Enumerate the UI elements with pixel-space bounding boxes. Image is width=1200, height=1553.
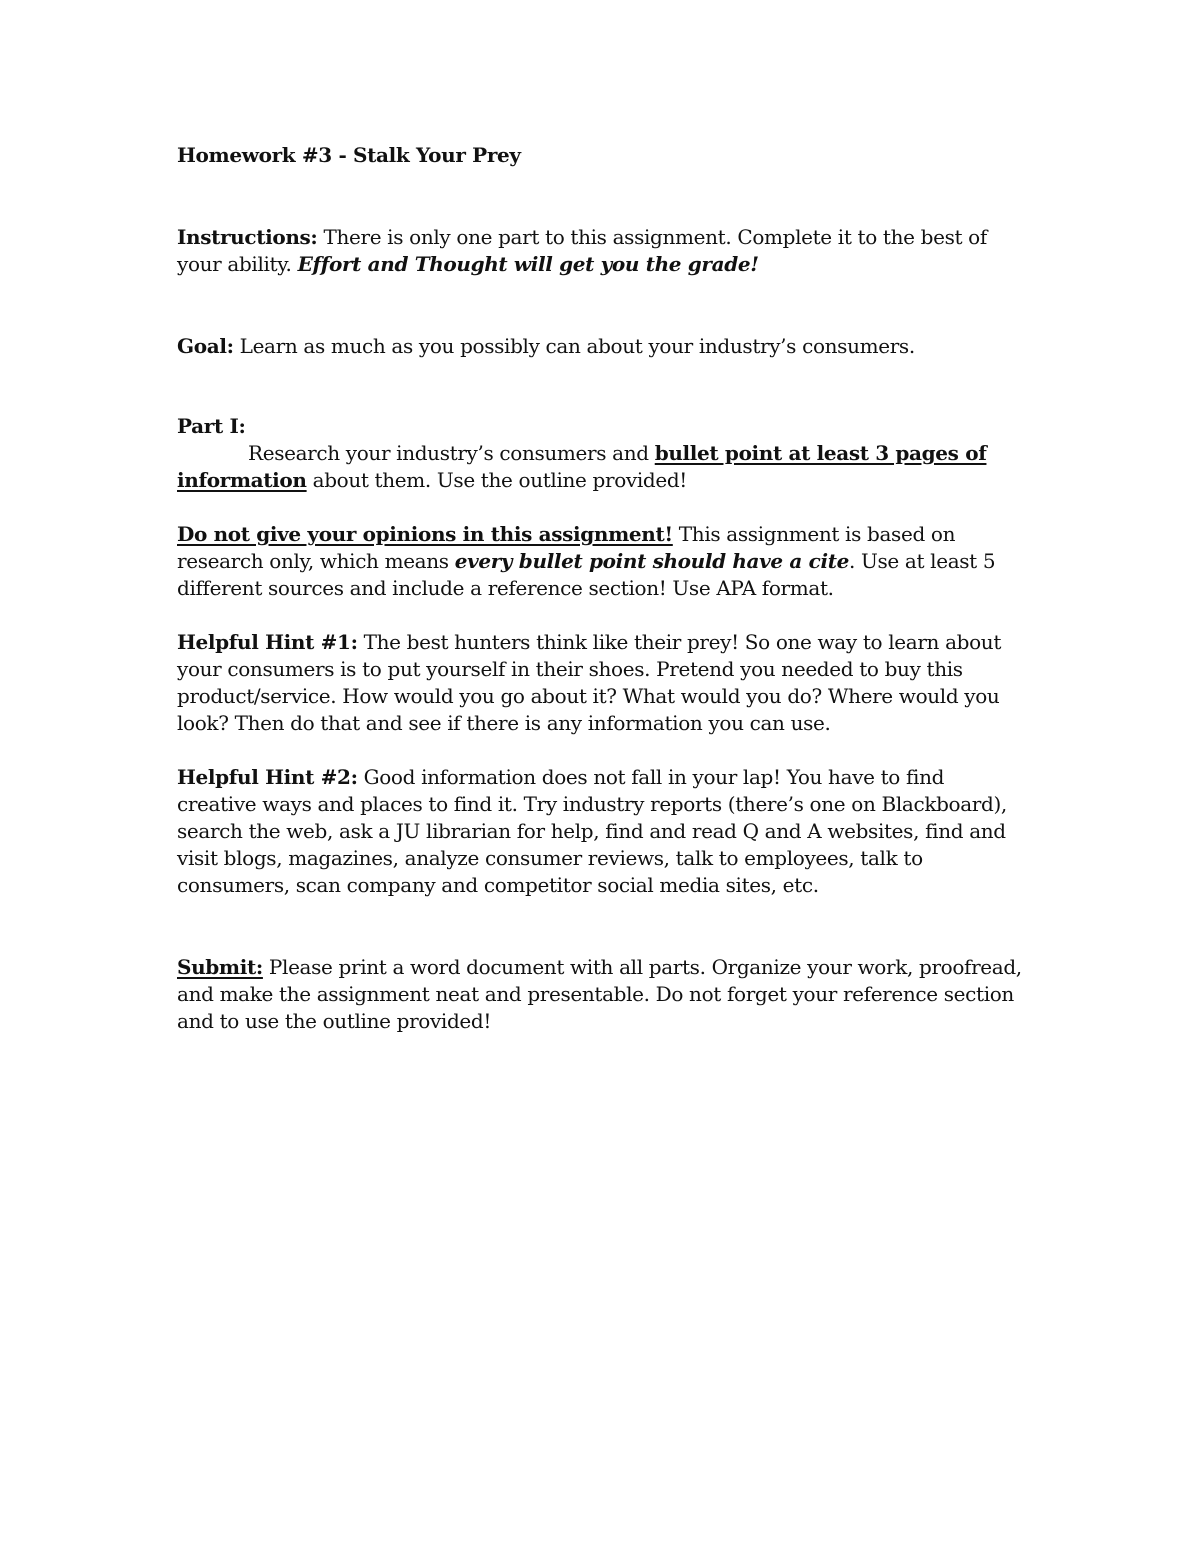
hint1-label: Helpful Hint #1: — [177, 630, 358, 654]
instructions-text: There is only one part to this assignment. Complete it to the best of your ability. — [177, 225, 987, 276]
submit-label: Submit: — [177, 955, 263, 979]
goal-text: Learn as much as you possibly can about your industry’s consumers. — [233, 334, 915, 358]
hint2-text: Good information does not fall in your lap! You have to find creative ways and places to find it. Try industry reports (there’s one on Blackboard), search the web, ask a JU librarian for help, find and read Q and A websites, find and visit blogs, magazines, analyze consumer reviews, talk to employees, talk to consumers, scan company and competitor social media sites, etc. — [177, 765, 1007, 897]
goal-label: Goal: — [177, 334, 234, 358]
opinions-emphasis: every bullet point should have a cite — [454, 549, 849, 573]
submit-text: Please print a word document with all parts. Organize your work, proofread, and make the assignment neat and presentable. Do not forget your reference section and to use the outline provided! — [177, 955, 1022, 1033]
goal-paragraph — [177, 333, 1027, 360]
instructions-emphasis: Effort and Thought will get you the grade! — [297, 252, 759, 276]
part1-text-after: about them. Use the outline provided! — [306, 468, 687, 492]
document-body — [177, 142, 1027, 1035]
part1-text-before: Research your industry’s consumers and — [248, 441, 655, 465]
instructions-paragraph — [177, 224, 1027, 278]
hint1-paragraph — [177, 629, 1027, 737]
opinions-text-after: . Use at least 5 different sources and include a reference section! Use APA format. — [177, 549, 996, 600]
part1-label: Part I: — [177, 414, 246, 438]
hint2-paragraph — [177, 764, 1027, 899]
opinions-text-before: This assignment is based on research only, which means — [177, 522, 956, 573]
opinions-paragraph — [177, 521, 1027, 602]
hint1-text: The best hunters think like their prey! So one way to learn about your consumers is to put yourself in their shoes. Pretend you needed to buy this product/service. How would you go about it? What would you do? Where would you look? Then do that and see if there is any information you can use. — [177, 630, 1002, 735]
submit-paragraph — [177, 954, 1027, 1035]
part1-emphasis: bullet point at least 3 pages of information — [177, 441, 987, 492]
title-text: Homework #3 - Stalk Your Prey — [177, 143, 521, 167]
instructions-label: Instructions: — [177, 225, 318, 249]
document-title — [177, 142, 1027, 169]
part1-paragraph — [177, 413, 1027, 494]
hint2-label: Helpful Hint #2: — [177, 765, 358, 789]
opinions-label: Do not give your opinions in this assignment! — [177, 522, 673, 546]
